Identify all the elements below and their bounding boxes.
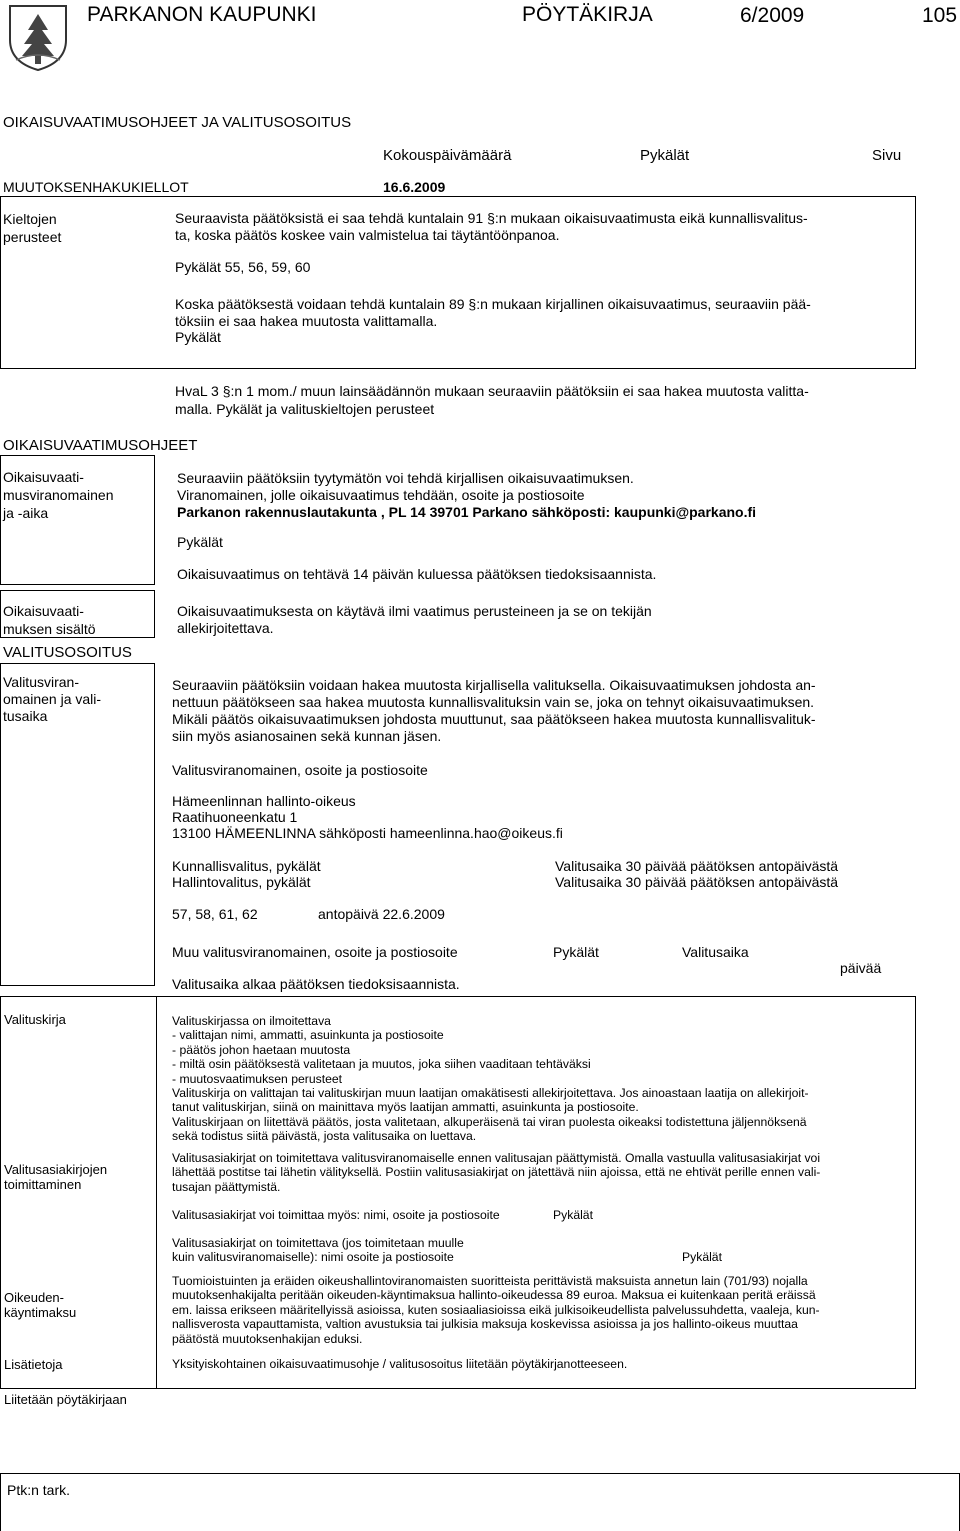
- attached-note: Liitetään pöytäkirjaan: [4, 1392, 127, 1407]
- page-number: 105: [922, 4, 958, 27]
- delivery-alternative-sections: Pykälät: [553, 1208, 593, 1222]
- rectification-deadline: Oikaisuvaatimus on tehtävä 14 päivän kuluessa päätöksen tiedoksisaannista.: [177, 566, 657, 582]
- minutes-checker-box: [0, 1473, 960, 1531]
- document-type: PÖYTÄKIRJA: [522, 3, 653, 26]
- page-title: OIKAISUVAATIMUSOHJEET JA VALITUSOSOITUS: [3, 114, 352, 131]
- delivery-other: Valitusasiakirjat on toimitettava (jos toimitetaan muulle kuin valitusviranomaiselle): nimi osoite ja postiosoite: [172, 1236, 464, 1265]
- coat-of-arms-logo: [6, 2, 70, 72]
- delivery-other-sections: Pykälät: [682, 1250, 722, 1264]
- prohibitions-text-1: Seuraavista päätöksistä ei saa tehdä kuntalain 91 §:n mukaan oikaisuvaatimusta eikä kunnallisvalitus- ta, koska päätös koskee vain valmistelua tai täytäntöönpanoa.: [175, 210, 808, 243]
- delivery-label: Valitusasiakirjojen toimittaminen: [4, 1162, 108, 1192]
- appeal-heading: VALITUSOSOITUS: [3, 644, 132, 661]
- other-authority-time: Valitusaika: [682, 944, 749, 960]
- appeal-authority-heading: Valitusviranomainen, osoite ja postiosoite: [172, 762, 428, 778]
- appeal-time-start: Valitusaika alkaa päätöksen tiedoksisaannista.: [172, 976, 460, 992]
- rectification-address: Parkanon rakennuslautakunta , PL 14 39701 Parkano sähköposti: kaupunki@parkano.fi: [177, 504, 757, 520]
- appeal-intro: Seuraaviin päätöksiin voidaan hakea muutosta kirjallisella valituksella. Oikaisuvaatimuksen johdosta an- nettuun päätökseen saa hakea muutosta kunnallisvalituksin vain se, joka on tehnyt oikaisuvaatimuksen. Mikäli päätös oikaisuvaatimuksen johdosta muuttunut, saa päätökseen hakea muutosta kunnallisvalituk- siin myös asianosainen sekä kunnan jäsen.: [172, 677, 816, 744]
- appeal-authority-label: Valitusviran- omainen ja vali- tusaika: [3, 674, 102, 724]
- prohibitions-sections-1: Pykälät 55, 56, 59, 60: [175, 259, 311, 275]
- additional-info-label: Lisätietoja: [4, 1357, 63, 1372]
- meeting-date: 16.6.2009: [383, 179, 446, 195]
- other-authority-sections: Pykälät: [553, 944, 599, 960]
- sections-label: Pykälät: [640, 147, 690, 164]
- meeting-date-label: Kokouspäivämäärä: [383, 147, 512, 164]
- rectification-content-text: Oikaisuvaatimuksesta on käytävä ilmi vaatimus perusteineen ja se on tekijän allekirjoitettava.: [177, 603, 652, 636]
- municipal-appeal-label: Kunnallisvalitus, pykälät: [172, 858, 321, 874]
- other-authority-days: päivää: [840, 960, 882, 976]
- page-label: Sivu: [872, 147, 902, 164]
- rectification-sections: Pykälät: [177, 534, 223, 550]
- delivery-alternative: Valitusasiakirjat voi toimittaa myös: nimi, osoite ja postiosoite: [172, 1208, 500, 1222]
- appeal-issued-date: antopäivä 22.6.2009: [318, 906, 445, 922]
- court-fee-text: Tuomioistuinten ja eräiden oikeushallintoviranomaisten suoritteista perittävistä maksuista annetun lain (701/93) nojalla muutoksenhakijalta peritään oikeuden-käyntimaksua hallinto-oikeudessa 89 euroa. Maksua ei kuitenkaan peritä eräissä em. laissa erikseen määritellyissä asioissa, kuten sosiaaliasioissa eikä julkisoikeudellista palvelussuhdetta, vaaleja, kun- nallisverosta vapauttamista, valtion avustuksia tai julkisia maksuja koskevissa asioissa ja jos hallinto-oikeus muuttaa päätöstä muutoksenhakijan eduksi.: [172, 1274, 820, 1346]
- prohibitions-sections-2: Pykälät: [175, 329, 221, 345]
- other-authority-label: Muu valitusviranomainen, osoite ja postiosoite: [172, 944, 458, 960]
- list-heading: MUUTOKSENHAKUKIELLOT: [3, 179, 189, 195]
- administrative-appeal-time: Valitusaika 30 päivää päätöksen antopäivästä: [555, 874, 839, 890]
- court-address: Hämeenlinnan hallinto-oikeus Raatihuoneenkatu 1 13100 HÄMEENLINNA sähköposti hameenlinna.hao@oikeus.fi: [172, 793, 563, 841]
- court-fee-label: Oikeuden- käyntimaksu: [4, 1290, 77, 1320]
- rectification-authority-label: Oikaisuvaati- musviranomainen ja -aika: [3, 469, 114, 521]
- prohibitions-text-2: Koska päätöksestä voidaan tehdä kuntalain 89 §:n mukaan kirjallinen oikaisuvaatimus, seuraaviin pää- töksiin ei saa hakea muutosta valittamalla.: [175, 296, 811, 329]
- appeal-document-label: Valituskirja: [4, 1012, 66, 1027]
- rectification-content-label: Oikaisuvaati- muksen sisältö: [3, 603, 96, 637]
- lower-table-divider: [156, 996, 157, 1389]
- rectification-heading: OIKAISUVAATIMUSOHJEET: [3, 437, 198, 454]
- municipal-appeal-time: Valitusaika 30 päivää päätöksen antopäivästä: [555, 858, 839, 874]
- administrative-appeal-label: Hallintovalitus, pykälät: [172, 874, 311, 890]
- delivery-text: Valitusasiakirjat on toimitettava valitusviranomaiselle ennen valitusajan päättymistä. Omalla vastuulla valitusasiakirjat voi lähettää postitse tai lähetin välityksellä. Postiin valitusasiakirjat on jätettävä niin ajoissa, että ne ehtivät perille ennen vali- tusajan päättymistä.: [172, 1151, 821, 1194]
- minutes-checker-label: Ptk:n tark.: [7, 1482, 71, 1498]
- organization-name: PARKANON KAUPUNKI: [87, 3, 317, 26]
- document-number: 6/2009: [740, 4, 805, 27]
- prohibitions-label: Kieltojen perusteet: [3, 211, 62, 245]
- prohibitions-text-3: HvaL 3 §:n 1 mom./ muun lainsäädännön mukaan seuraaviin päätöksiin ei saa hakea muutosta valitta- malla. Pykälät ja valituskieltojen perusteet: [175, 383, 809, 417]
- rectification-text: Seuraaviin päätöksiin tyytymätön voi tehdä kirjallisen oikaisuvaatimuksen. Viranomainen, jolle oikaisuvaatimus tehdään, osoite ja postiosoite Parkanon rakennuslautakunta , PL 14 39701 Parkano sähköposti: kaupunki@parkano.fi: [177, 470, 757, 520]
- appeal-sections-list: 57, 58, 61, 62: [172, 906, 258, 922]
- appeal-document-text: Valituskirjassa on ilmoitettava - valittajan nimi, ammatti, asuinkunta ja postiosoite - päätös johon haetaan muutosta - miltä osin päätöksestä valitetaan ja muutos, joka siihen vaaditaan tehtäväksi - muutosvaatimuksen perusteet Valituskirja on valittajan tai valituskirjan muun laatijan omakätisesti allekirjoitettava. Jos ainoastaan laatija on allekirjoit- tanut valituskirjan, siinä on mainittava myös laatijan ammatti, asuinkunta ja postiosoite. Valituskirjaan on liitettävä päätös, josta valitetaan, alkuperäisenä tai viran puolesta oikeaksi todistettuna jäljennöksenä sekä todistus siitä päivästä, josta valitusaika on luettava.: [172, 1014, 809, 1144]
- additional-info-text: Yksityiskohtainen oikaisuvaatimusohje / valitusosoitus liitetään pöytäkirjanotteeseen.: [172, 1357, 628, 1371]
